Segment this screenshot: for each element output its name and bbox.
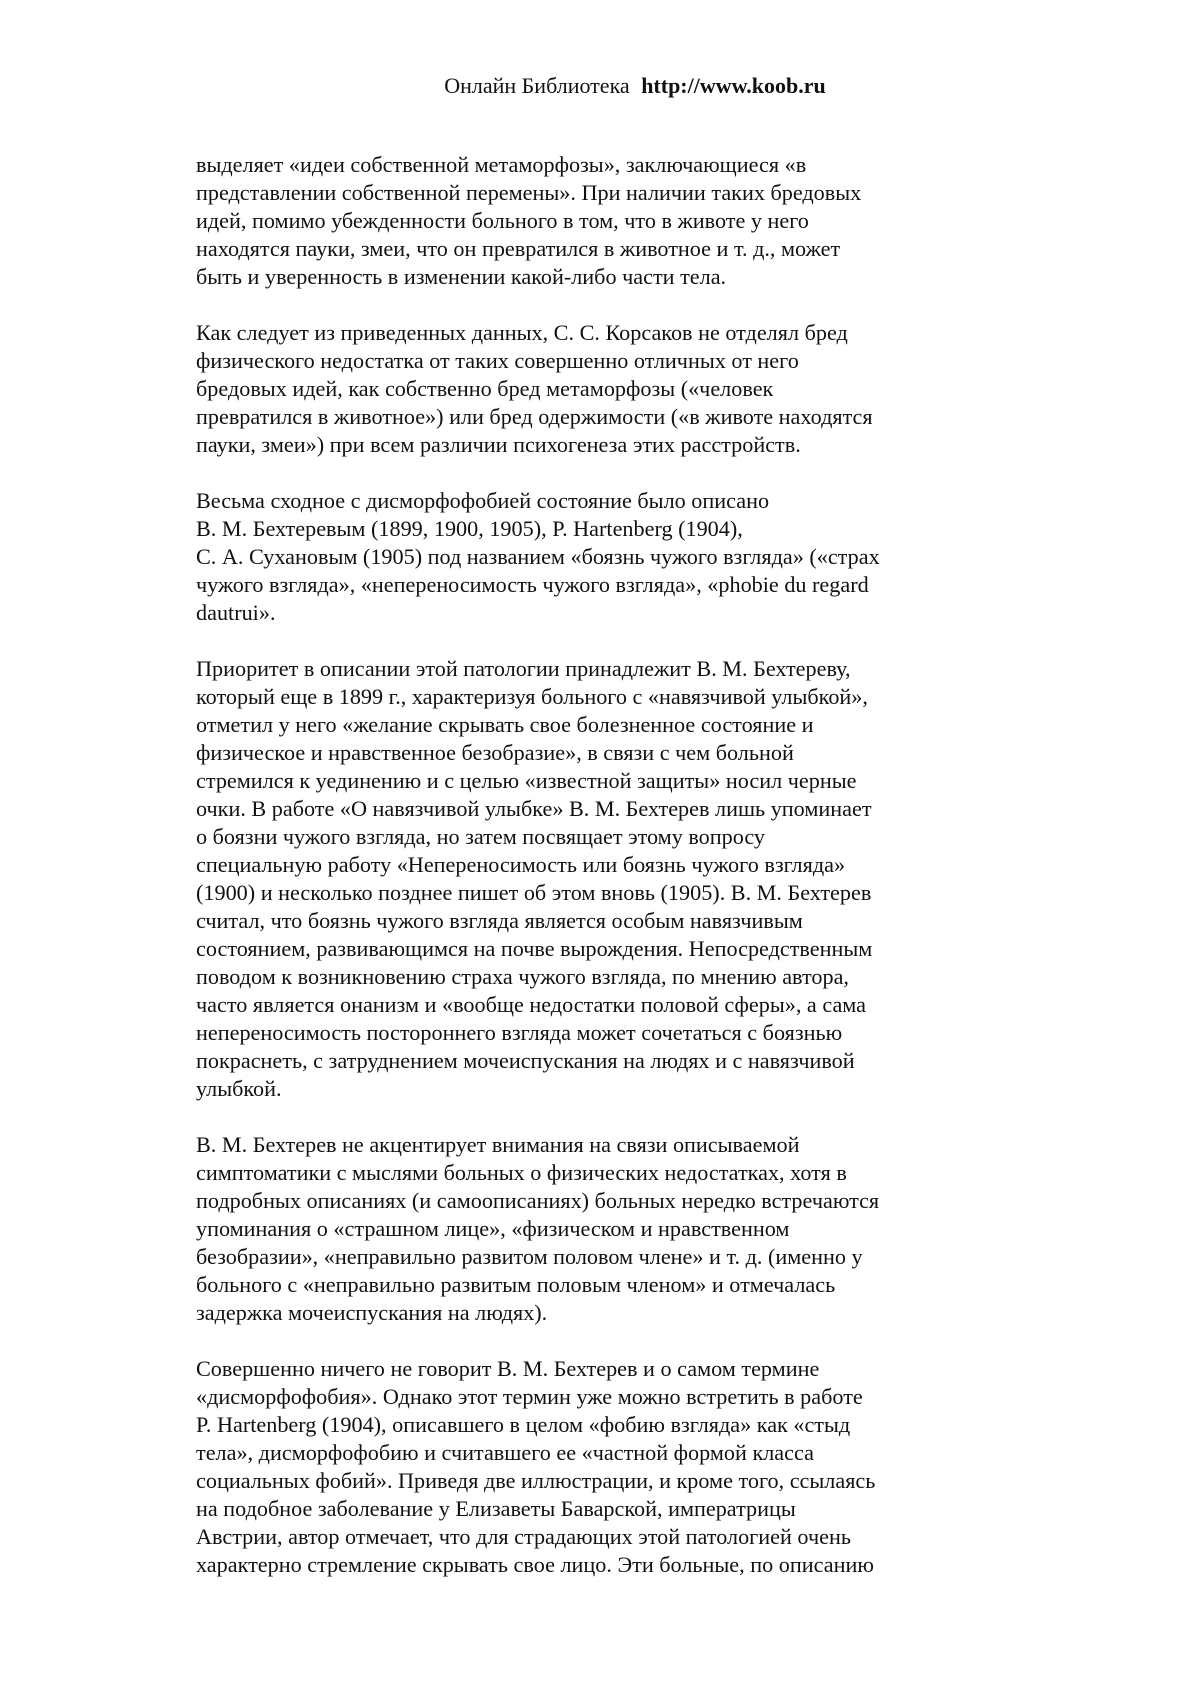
text-line: очки. В работе «О навязчивой улыбке» В. М. Бехтерев лишь упоминает: [196, 796, 872, 821]
text-line: бредовых идей, как собственно бред метаморфозы («человек: [196, 376, 774, 401]
library-label: Онлайн Библиотека: [444, 73, 630, 98]
body-text: [196, 151, 956, 1607]
text-line: который еще в 1899 г., характеризуя больного с «навязчивой улыбкой»,: [196, 684, 868, 709]
text-line: быть и уверенность в изменении какой-либо части тела.: [196, 264, 727, 289]
paragraph: [196, 655, 956, 1103]
text-line: на подобное заболевание у Елизаветы Баварской, императрицы: [196, 1496, 796, 1521]
paragraph: [196, 319, 956, 459]
text-line: Приоритет в описании этой патологии принадлежит В. М. Бехтереву,: [196, 656, 851, 681]
text-line: тела», дисморфофобию и считавшего ее «частной формой класса: [196, 1440, 814, 1465]
text-line: (1900) и несколько позднее пишет об этом вновь (1905). В. М. Бехтерев: [196, 880, 872, 905]
text-line: больного с «неправильно развитым половым членом» и отмечалась: [196, 1272, 836, 1297]
text-line: Как следует из приведенных данных, С. С. Корсаков не отделял бред: [196, 320, 848, 345]
text-line: P. Hartenberg (1904), описавшего в целом «фобию взгляда» как «стыд: [196, 1412, 851, 1437]
text-line: Весьма сходное с дисморфофобией состояние было описано: [196, 488, 770, 513]
text-line: выделяет «идеи собственной метаморфозы», заключающиеся «в: [196, 152, 807, 177]
paragraph: [196, 1355, 956, 1579]
text-line: характерно стремление скрывать свое лицо. Эти больные, по описанию: [196, 1552, 874, 1577]
text-line: специальную работу «Непереносимость или боязнь чужого взгляда»: [196, 852, 846, 877]
paragraph: [196, 1131, 956, 1327]
text-line: поводом к возникновению страха чужого взгляда, по мнению автора,: [196, 964, 849, 989]
text-line: В. М. Бехтеревым (1899, 1900, 1905), P. Hartenberg (1904),: [196, 516, 743, 541]
text-line: пауки, змеи») при всем различии психогенеза этих расстройств.: [196, 432, 801, 457]
text-line: часто является онанизм и «вообще недостатки половой сферы», а сама: [196, 992, 867, 1017]
text-line: социальных фобий». Приведя две иллюстрации, и кроме того, ссылаясь: [196, 1468, 876, 1493]
text-line: С. А. Сухановым (1905) под названием «боязнь чужого взгляда» («страх: [196, 544, 880, 569]
text-line: стремился к уединению и с целью «известной защиты» носил черные: [196, 768, 857, 793]
text-line: состоянием, развивающимся на почве вырождения. Непосредственным: [196, 936, 873, 961]
paragraph: [196, 487, 956, 627]
text-line: находятся пауки, змеи, что он превратился в животное и т. д., может: [196, 236, 841, 261]
site-url: http://www.koob.ru: [641, 73, 826, 98]
text-line: задержка мочеиспускания на людях).: [196, 1300, 548, 1325]
text-line: покраснеть, с затруднением мочеиспускания на людях и с навязчивой: [196, 1048, 855, 1073]
text-line: физическое и нравственное безобразие», в связи с чем больной: [196, 740, 794, 765]
text-line: В. М. Бехтерев не акцентирует внимания на связи описываемой: [196, 1132, 800, 1157]
text-line: непереносимость постороннего взгляда может сочетаться с боязнью: [196, 1020, 843, 1045]
text-line: физического недостатка от таких совершенно отличных от него: [196, 348, 799, 373]
text-line: отметил у него «желание скрывать свое болезненное состояние и: [196, 712, 814, 737]
text-line: симптоматики с мыслями больных о физических недостатках, хотя в: [196, 1160, 847, 1185]
text-line: подробных описаниях (и самоописаниях) больных нередко встречаются: [196, 1188, 880, 1213]
text-line: о боязни чужого взгляда, но затем посвящает этому вопросу: [196, 824, 766, 849]
text-line: упоминания о «страшном лице», «физическом и нравственном: [196, 1216, 790, 1241]
text-line: улыбкой.: [196, 1076, 282, 1101]
text-line: Совершенно ничего не говорит В. М. Бехтерев и о самом термине: [196, 1356, 820, 1381]
text-line: представлении собственной перемены». При наличии таких бредовых: [196, 180, 862, 205]
text-line: чужого взгляда», «непереносимость чужого взгляда», «phobie du regard: [196, 572, 869, 597]
running-header: [0, 72, 1200, 100]
text-line: считал, что боязнь чужого взгляда является особым навязчивым: [196, 908, 803, 933]
paragraph: [196, 151, 956, 291]
text-line: превратился в животное») или бред одержимости («в животе находятся: [196, 404, 873, 429]
text-line: безобразии», «неправильно развитом половом члене» и т. д. (именно у: [196, 1244, 863, 1269]
text-line: идей, помимо убежденности больного в том, что в животе у него: [196, 208, 809, 233]
text-line: Австрии, автор отмечает, что для страдающих этой патологией очень: [196, 1524, 851, 1549]
text-line: dautrui».: [196, 600, 276, 625]
text-line: «дисморфофобия». Однако этот термин уже можно встретить в работе: [196, 1384, 863, 1409]
